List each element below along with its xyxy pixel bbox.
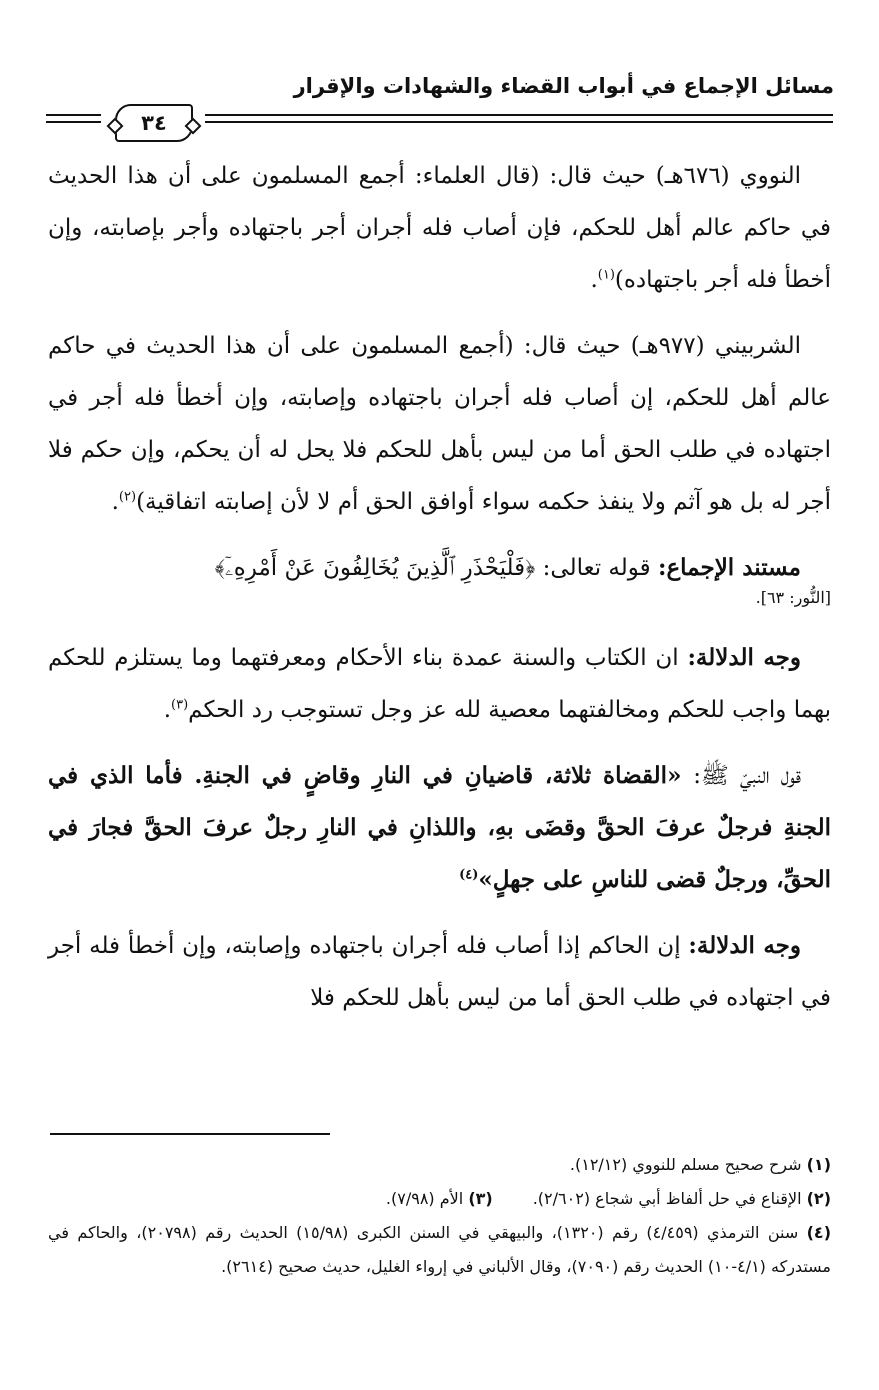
paragraph-shirbini-text: الشربيني (٩٧٧هـ) حيث قال: (أجمع المسلمون على أن هذا الحديث في حاكم عالم أهل للحكم، إن أصاب فله أجران باجتهاده وإصابته، وإن أخطأ فله أجر في اجتهاده في طلب الحق أما من ليس بأهل للحكم فلا يحل له أن يحكم، وإن حكم فلا أجر له بل هو آثم ولا ينفذ حكمه سواء أوافق الحق أم لا لأن إصابته اتفاقية) <box>48 333 831 515</box>
paragraph-hadith <box>48 750 831 906</box>
paragraph-nawawi-text: النووي (٦٧٦هـ) حيث قال: (قال العلماء: أجمع المسلمون على أن هذا الحديث في حاكم عالم أهل للحكم، فإن أصاب فله أجران أجر باجتهاده وأجر بإصابته، وإن أخطأ فله أجر باجتهاده) <box>48 163 831 293</box>
footnote-4 <box>48 1216 831 1284</box>
footnote-2-number: (٢) <box>806 1189 831 1208</box>
footnote-2-text: الإقناع في حل ألفاظ أبي شجاع (٢/٦٠٢). <box>532 1189 802 1208</box>
evidence-1-text: ان الكتاب والسنة عمدة بناء الأحكام ومعرفتهما وما يستلزم للحكم بهما واجب للحكم ومخالفتهما معصية لله عز وجل تستوجب رد الحكم <box>48 645 831 723</box>
running-title: مسائل الإجماع في أبواب القضاء والشهادات والإقرار <box>293 74 834 98</box>
footnote-4-number: (٤) <box>806 1223 831 1242</box>
header-rule-right-top <box>205 114 833 116</box>
evidence-1-heading: وجه الدلالة: <box>687 644 801 671</box>
evidence-2-text: إن الحاكم إذا أصاب فله أجران باجتهاده وإصابته، وإن أخطأ فله أجر في اجتهاده في طلب الحق أما من ليس بأهل للحكم فلا <box>48 933 831 1011</box>
header-rule-right-bottom <box>205 121 833 123</box>
footnote-ref-2[interactable]: (٢) <box>118 489 137 505</box>
verse-reference: [النُّور: ٦٣]. <box>755 588 831 607</box>
header-rule-left-top <box>46 114 101 116</box>
footnotes <box>48 1148 831 1284</box>
footnote-separator <box>50 1133 330 1135</box>
footnote-3-text: الأم (٧/٩٨). <box>385 1189 464 1208</box>
footnote-4-text: سنن الترمذي (٤/٤٥٩) رقم (١٣٢٠)، والبيهقي في السنن الكبرى (١٥/٩٨) الحديث رقم (٢٠٧٩٨)، والحاكم في مستدركه (٤/١-١٠) الحديث رقم (٧٠٩٠)، وقال الألباني في إرواء الغليل، حديث صحيح (٢٦١٤). <box>48 1223 831 1276</box>
paragraph-evidence-2 <box>48 920 831 1024</box>
hadith-text: «القضاة ثلاثة، قاضيانِ في النارِ وقاضٍ في الجنةِ. فأما الذي في الجنةِ فرجلٌ عرفَ الحقَّ وقضَى بهِ، واللذانِ في النارِ رجلٌ عرفَ الحقَّ فجارَ في الحقِّ، ورجلٌ قضى للناسِ على جهلٍ» <box>48 762 831 893</box>
footnote-3-number: (٣) <box>468 1189 493 1208</box>
footnote-ref-1[interactable]: (١) <box>597 267 615 283</box>
footnote-2-3 <box>48 1182 831 1216</box>
main-text <box>48 150 831 1038</box>
footnote-ref-4[interactable]: (٤) <box>459 867 479 883</box>
page-number: ٣٤ <box>115 104 193 142</box>
footnote-1 <box>48 1148 831 1182</box>
evidence-2-heading: وجه الدلالة: <box>688 932 802 959</box>
header-rule-left-bottom <box>46 121 101 123</box>
paragraph-shirbini: الشربيني (٩٧٧هـ) حيث قال: (أجمع المسلمون على أن هذا الحديث في حاكم عالم أهل للحكم، إن أصاب فله أجران باجتهاده وإصابته، وإن أخطأ فله أجر في اجتهاده في طلب الحق أما من ليس بأهل للحكم فلا يحل له أن يحكم، وإن حكم فلا أجر له بل هو آثم ولا ينفذ حكمه سواء أوافق الحق أم لا لأن إصابته اتفاقية)$^{(٢)}$. <box>48 333 831 515</box>
paragraph-nawawi: النووي (٦٧٦هـ) حيث قال: (قال العلماء: أجمع المسلمون على أن هذا الحديث في حاكم عالم أهل للحكم، فإن أصاب فله أجران أجر باجتهاده وأجر بإصابته، وإن أخطأ فله أجر باجتهاده)$^{(١)}$. <box>48 163 831 293</box>
basis-text: قوله تعالى: <box>542 555 651 581</box>
footnote-ref-3[interactable]: (٣) <box>171 697 189 713</box>
basis-heading: مستند الإجماع: <box>657 554 801 581</box>
paragraph-evidence-1: وجه الدلالة: ان الكتاب والسنة عمدة بناء الأحكام ومعرفتهما وما يستلزم للحكم بهما واجب للحكم ومخالفتهما معصية لله عز وجل تستوجب رد الحكم$^{(٣)}$. <box>48 644 831 723</box>
hadith-intro: قول النبيّ ﷺ: <box>693 763 802 789</box>
footnote-1-number: (١) <box>806 1155 831 1174</box>
quran-verse: ﴿فَلْيَحْذَرِ ٱلَّذِينَ يُخَالِفُونَ عَنْ أَمْرِهِۦٓ﴾ <box>214 555 536 581</box>
footnote-1-text: شرح صحيح مسلم للنووي (١٢/١٢). <box>569 1155 802 1174</box>
